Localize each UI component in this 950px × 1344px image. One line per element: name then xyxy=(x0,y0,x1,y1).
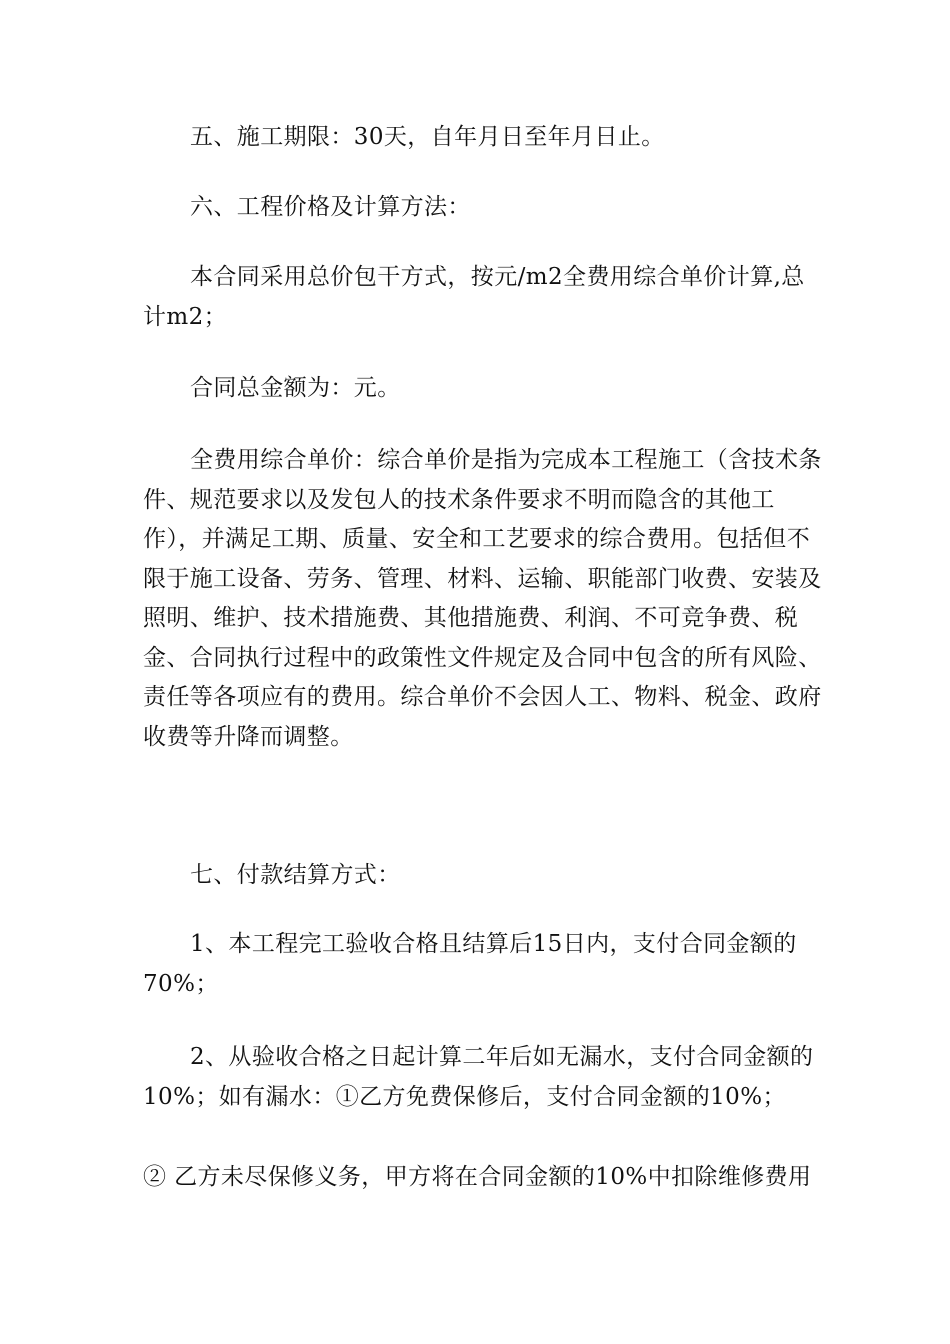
paragraph-payment-item-1: 1、本工程完工验收合格且结算后15日内，支付合同金额的70%； xyxy=(143,931,797,997)
paragraph-payment-heading: 七、付款结算方式： xyxy=(190,862,401,888)
paragraph-construction-period: 五、施工期限：30天，自年月日至年月日止。 xyxy=(190,124,665,150)
paragraph-unit-price-definition: 全费用综合单价：综合单价是指为完成本工程施工（含技术条件、规范要求以及发包人的技术条件要求不明而隐含的其他工作），并满足工期、质量、安全和工艺要求的综合费用。包括但不限于施工设备、劳务、管理、材料、运输、职能部门收费、安装及照明、维护、技术措施费、其他措施费、利润、不可竞争费、税金、合同执行过程中的政策性文件规定及合同中包含的所有风险、责任等各项应有的费用。综合单价不会因人工、物料、税金、政府收费等升降而调整。 xyxy=(143,447,822,750)
paragraph-total-amount: 合同总金额为：元。 xyxy=(190,375,401,401)
paragraph-payment-item-2: 2、从验收合格之日起计算二年后如无漏水，支付合同金额的10%；如有漏水：①乙方免费保修后，支付合同金额的10%； xyxy=(143,1044,814,1110)
paragraph-price-heading: 六、工程价格及计算方法： xyxy=(190,194,471,220)
paragraph-payment-item-2-continued: ② 乙方未尽保修义务，甲方将在合同金额的10%中扣除维修费用 xyxy=(143,1164,812,1190)
paragraph-lump-sum: 本合同采用总价包干方式，按元/m2全费用综合单价计算,总计m2； xyxy=(143,264,805,330)
